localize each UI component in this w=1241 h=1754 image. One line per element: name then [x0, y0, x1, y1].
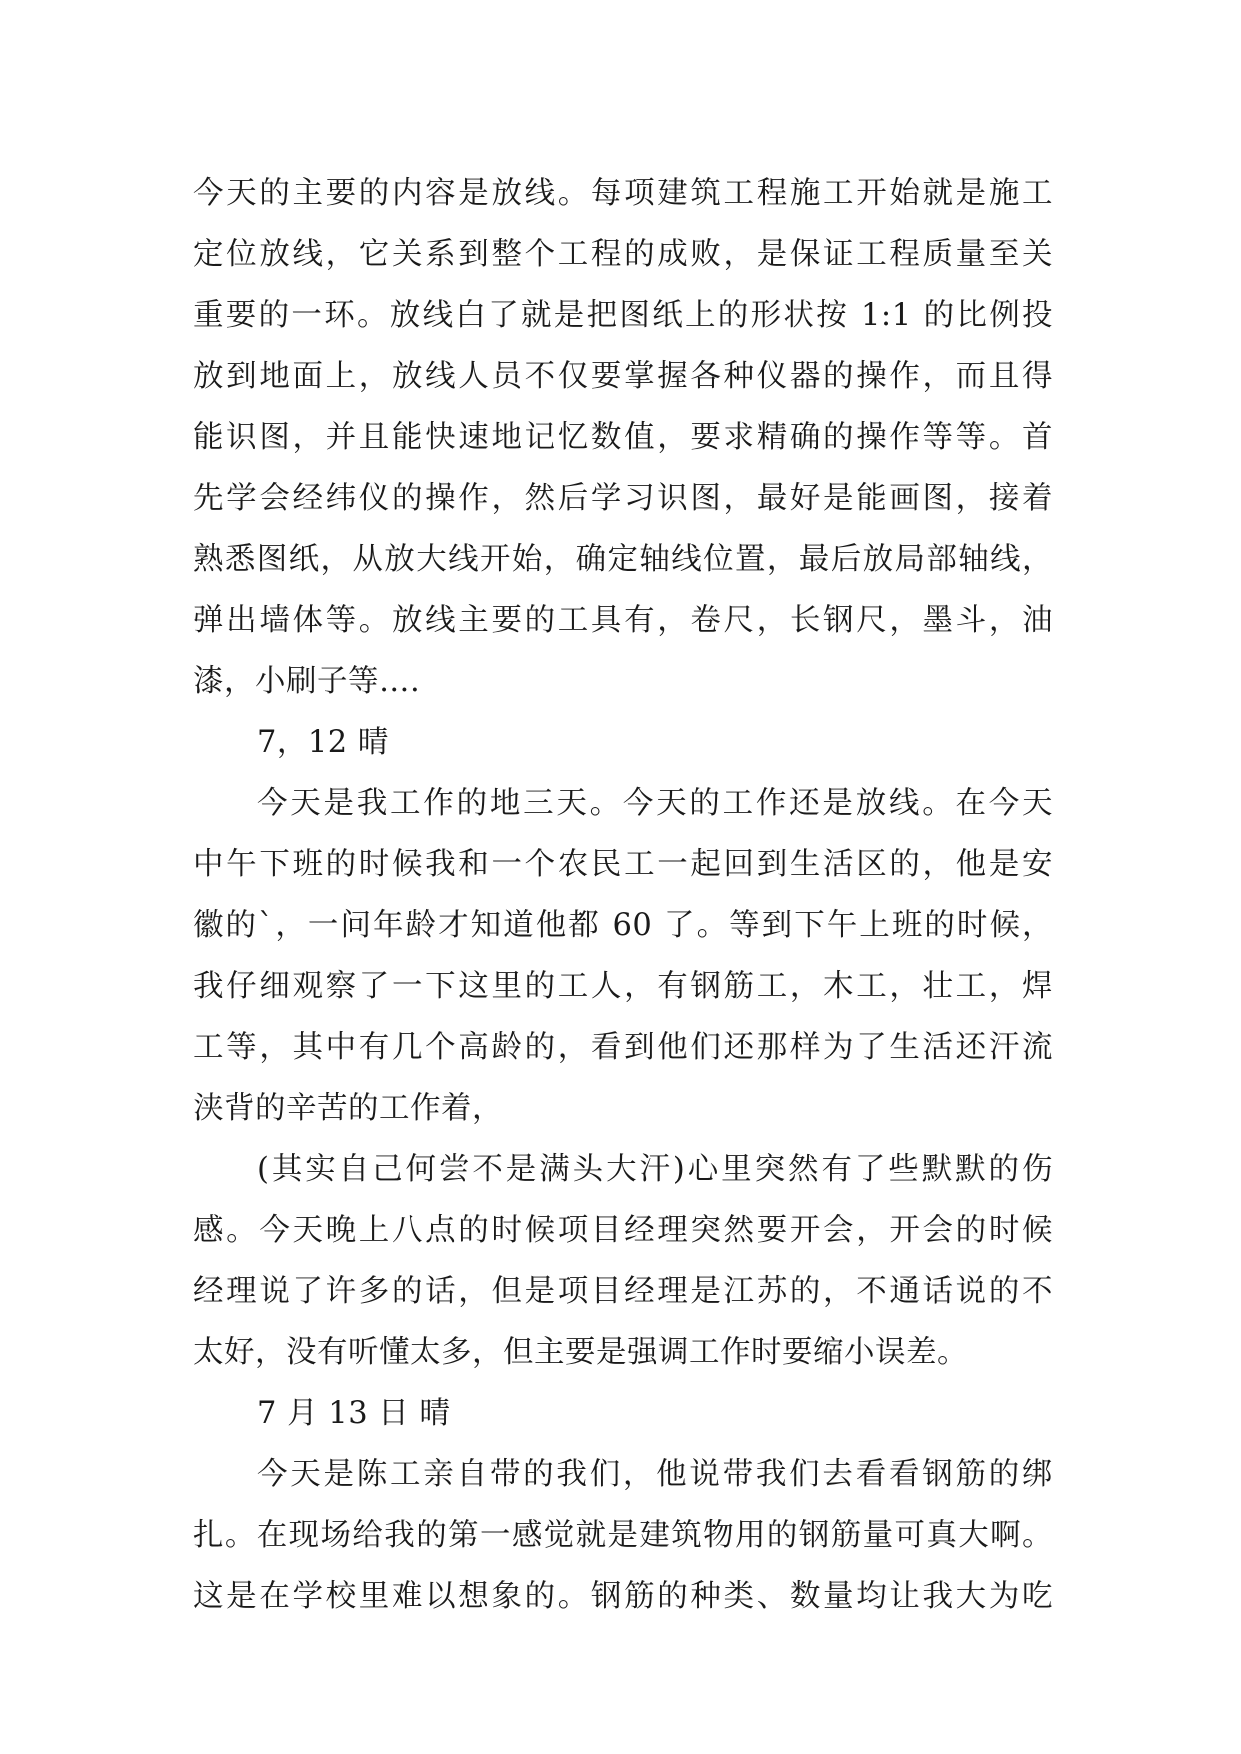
text-line: 工等，其中有几个高龄的，看到他们还那样为了生活还汗流	[193, 1030, 1053, 1065]
date-heading: 7，12 晴	[257, 725, 389, 760]
text-line: 熟悉图纸，从放大线开始，确定轴线位置，最后放局部轴线，	[193, 542, 1053, 577]
body-text	[193, 163, 1053, 1627]
text-line: 重要的一环。放线白了就是把图纸上的形状按 1:1 的比例投	[193, 298, 1053, 333]
text-line: 弹出墙体等。放线主要的工具有，卷尺，长钢尺，墨斗，油	[193, 603, 1053, 638]
date-heading: 7 月 13 日 晴	[257, 1396, 451, 1431]
text-line: 定位放线，它关系到整个工程的成败，是保证工程质量至关	[193, 237, 1053, 272]
text-line: 徽的`，一问年龄才知道他都 60 了。等到下午上班的时候，	[193, 908, 1053, 943]
text-line: (其实自己何尝不是满头大汗)心里突然有了些默默的伤	[257, 1152, 1053, 1187]
text-line: 漆，小刷子等….	[193, 664, 421, 699]
text-line: 经理说了许多的话，但是项目经理是江苏的，不通话说的不	[193, 1274, 1053, 1309]
text-line: 浃背的辛苦的工作着，	[193, 1091, 503, 1126]
text-line: 今天是我工作的地三天。今天的工作还是放线。在今天	[257, 786, 1053, 821]
text-line: 先学会经纬仪的操作，然后学习识图，最好是能画图，接着	[193, 481, 1053, 516]
text-line: 这是在学校里难以想象的。钢筋的种类、数量均让我大为吃	[193, 1579, 1053, 1614]
text-line: 今天的主要的内容是放线。每项建筑工程施工开始就是施工	[193, 176, 1053, 211]
text-line: 能识图，并且能快速地记忆数值，要求精确的操作等等。首	[193, 420, 1053, 455]
text-line: 中午下班的时候我和一个农民工一起回到生活区的，他是安	[193, 847, 1053, 882]
text-line: 放到地面上，放线人员不仅要掌握各种仪器的操作，而且得	[193, 359, 1053, 394]
text-line: 扎。在现场给我的第一感觉就是建筑物用的钢筋量可真大啊。	[193, 1518, 1053, 1553]
text-line: 我仔细观察了一下这里的工人，有钢筋工，木工，壮工，焊	[193, 969, 1053, 1004]
text-line: 太好，没有听懂太多，但主要是强调工作时要缩小误差。	[193, 1335, 968, 1370]
text-line: 感。今天晚上八点的时候项目经理突然要开会，开会的时候	[193, 1213, 1053, 1248]
text-line: 今天是陈工亲自带的我们，他说带我们去看看钢筋的绑	[257, 1457, 1053, 1492]
